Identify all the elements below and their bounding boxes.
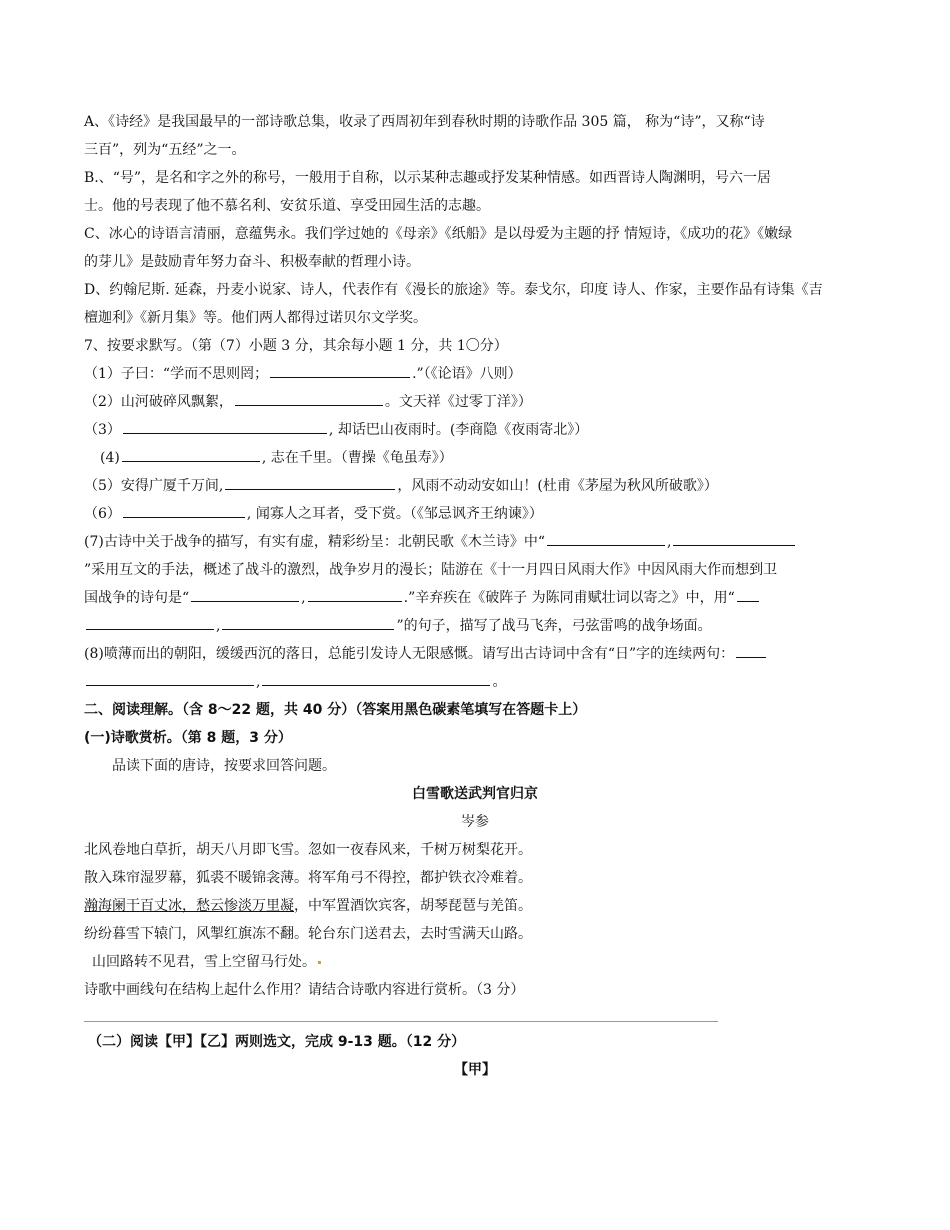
choice-a-line2: 三百”，列为“五经”之一。 [84,142,246,158]
answer-blank[interactable] [262,669,490,686]
answer-blank[interactable] [736,641,766,658]
answer-blank[interactable] [122,445,260,462]
q7-item-5: （5）安得广厦千万间, ，风雨不动动安如山！(杜甫《茅屋为秋风所破歌》） [84,472,866,500]
poem-line-5: 山回路转不见君，雪上空留马行处。 [84,948,866,976]
q7-item-7-line4: , ”的句子，描写了战马飞奔，弓弦雷鸣的战争场面。 [84,612,866,640]
passage-jia-label: 【甲】 [454,1062,496,1078]
answer-blank[interactable] [547,529,665,546]
q7-item-1: （1）子曰：“学而不思则罔； .”（《论语》八则） [84,360,866,388]
answer-blank[interactable] [737,585,759,602]
answer-blank[interactable] [225,473,395,490]
q7-item-6: （6） , 闻寡人之耳者，受下赏。（《邹忌讽齐王纳谏》） [84,500,866,528]
exam-page [84,108,866,1084]
section-2-title: 二、阅读理解。（含 8～22 题，共 40 分）（答案用黑色碳素笔填写在答题卡上） [84,702,587,718]
answer-blank[interactable] [86,669,254,686]
q7-item-4: (4) , 志在千里。（曹操《龟虽寿》） [84,444,866,472]
q7-item-7-line1: (7)古诗中关于战争的描写，有实有虚，精彩纷呈：北朝民歌《木兰诗》中“ , [84,528,866,556]
answer-blank[interactable] [308,585,402,602]
section-2-sub2: （二）阅读【甲】【乙】两则选文，完成 9-13 题。（12 分） [88,1034,466,1050]
mark-dot-icon [318,961,321,964]
choice-c-line2: 的芽儿》是鼓励青年努力奋斗、积极奉献的哲理小诗。 [84,254,420,270]
poem-author: 岑参 [461,814,489,830]
question-8: 诗歌中画线句在结构上起什么作用？请结合诗歌内容进行赏析。（3 分） [84,982,525,998]
q7-item-7-line3: 国战争的诗句是“ , .”辛弃疾在《破阵子 为陈同甫赋壮词以寄之》中，用“ [84,584,866,612]
choice-c-line1: C、冰心的诗语言清丽，意蕴隽永。我们学过她的《母亲》《纸船》是以母爱为主题的抒 情短诗，《成功的花》《嫩绿 [84,226,793,242]
answer-blank[interactable] [270,361,410,378]
choice-d-line1: D、约翰尼斯. 延森，丹麦小说家、诗人，代表作有《漫长的旅途》等。泰戈尔，印度 诗人、作家，主要作品有诗集《吉 [84,282,823,298]
q7-item-7-line2: ”采用互文的手法，概述了战斗的激烈，战争岁月的漫长；陆游在《十一月四日风雨大作》中因风雨大作而想到卫 [84,562,778,578]
underlined-verse: 瀚海阑干百丈冰，愁云惨淡万里凝 [84,898,294,914]
answer-blank[interactable] [191,585,299,602]
q7-title: 7、按要求默写。（第（7）小题 3 分，其余每小题 1 分，共 1〇分） [84,338,508,354]
answer-blank[interactable] [123,417,327,434]
answer-blank[interactable] [86,613,214,630]
answer-blank[interactable] [235,389,383,406]
poem-title: 白雪歌送武判官归京 [412,786,538,802]
answer-blank[interactable] [123,501,245,518]
poem-intro: 品读下面的唐诗，按要求回答问题。 [112,758,336,774]
answer-line[interactable] [84,1021,718,1022]
section-2-sub1: (一)诗歌赏析。（第 8 题，3 分） [84,730,292,746]
poem-line-4: 纷纷暮雪下辕门，风掣红旗冻不翻。轮台东门送君去，去时雪满天山路。 [84,926,532,942]
poem-line-1: 北风卷地白草折，胡天八月即飞雪。忽如一夜春风来，千树万树梨花开。 [84,842,532,858]
poem-line-2: 散入珠帘湿罗幕，狐裘不暖锦衾薄。将军角弓不得控，都护铁衣冷难着。 [84,870,532,886]
choice-d-line2: 檀迦利》《新月集》等。他们两人都得过诺贝尔文学奖。 [84,310,427,326]
q7-item-8-line2: , 。 [84,668,866,696]
q7-item-3: （3） , 却话巴山夜雨时。(李商隐《夜雨寄北》） [84,416,866,444]
answer-blank[interactable] [673,529,795,546]
choice-b-line1: B.、“号”，是名和字之外的称号，一般用于自称，以示某种志趣或抒发某种情感。如西晋诗人陶渊明，号六一居 [84,170,772,186]
choice-a-line1: A、《诗经》是我国最早的一部诗歌总集，收录了西周初年到春秋时期的诗歌作品 305 篇， 称为“诗”，又称“诗 [84,114,765,130]
q7-item-2: （2）山河破碎风飘絮， 。文天祥《过零丁洋》） [84,388,866,416]
answer-blank[interactable] [222,613,394,630]
choice-b-line2: 士。他的号表现了他不慕名利、安贫乐道、享受田园生活的志趣。 [84,198,490,214]
q7-item-8-line1: (8)喷薄而出的朝阳，缓缓西沉的落日，总能引发诗人无限感慨。请写出古诗词中含有“日”字的连续两句： [84,640,866,668]
poem-line-3: 瀚海阑干百丈冰，愁云惨淡万里凝，中军置酒饮宾客，胡琴琵琶与羌笛。 [84,898,532,914]
